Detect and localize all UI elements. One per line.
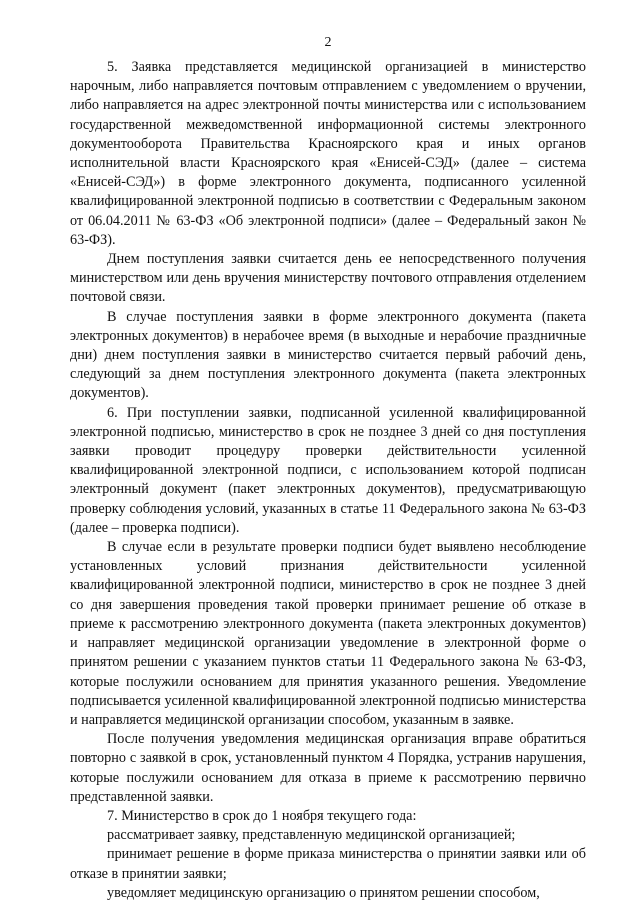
- paragraph-signature-check-failure: В случае если в результате проверки подписи будет выявлено несоблюдение установленных условий признания действительности усиленной квалифицированной электронной подписи, министерство в срок не позднее 3 дней со дня завершения проведения такой проверки принимает решение об отказе в приеме к рассмотрению электронного документа (пакета электронных документов) и направляет медицинской организации уведомление в электронной форме о принятом решении с указанием пунктов статьи 11 Федерального закона № 63-ФЗ, которые послужили основанием для принятия указанного решения. Уведомление подписывается усиленной квалифицированной электронной подписью министерства и направляется медицинской организации способом, указанным в заявке.: [70, 539, 586, 728]
- paragraph-notifies-organization: уведомляет медицинскую организацию о принятом решении способом,: [107, 884, 540, 901]
- document-page: [70, 34, 586, 903]
- page-number: 2: [324, 35, 332, 50]
- paragraph-item-5: 5. Заявка представляется медицинской организацией в министерство нарочным, либо направляется почтовым отправлением с уведомлением о вручении, либо направляется на адрес электронной почты министерства или с использованием государственной межведомственной информационной системы электронного документооборота Правительства Красноярского края и иных органов исполнительной власти Красноярского края «Енисей-СЭД» (далее – система «Енисей-СЭД») в форме электронного документа, подписанного усиленной квалифицированной электронной подписью в соответствии с Федеральным законом от 06.04.2011 № 63-ФЗ «Об электронной подписи» (далее – Федеральный закон № 63-ФЗ).: [70, 59, 586, 248]
- paragraph-makes-decision: принимает решение в форме приказа министерства о принятии заявки или об отказе в принятии заявки;: [70, 846, 586, 882]
- paragraph-electronic-receipt: В случае поступления заявки в форме электронного документа (пакета электронных документов) в нерабочее время (в выходные и нерабочие праздничные дни) днем поступления заявки в министерство считается первый рабочий день, следующий за днем поступления электронного документа (пакета электронных документов).: [70, 308, 586, 402]
- paragraph-receipt-day: Днем поступления заявки считается день ее непосредственного получения министерством или день вручения министерству почтового отправления отделением почтовой связи.: [70, 251, 586, 306]
- paragraph-item-7: 7. Министерство в срок до 1 ноября текущего года:: [107, 807, 417, 824]
- paragraph-reviews-application: рассматривает заявку, представленную медицинской организацией;: [107, 827, 516, 844]
- paragraph-item-6: 6. При поступлении заявки, подписанной усиленной квалифицированной электронной подписью, министерство в срок не позднее 3 дней со дня поступления заявки проводит процедуру проверки действительности усиленной квалифицированной электронной подписи, с использованием которой подписан электронный документ (пакет электронных документов), предусматривающую проверку соблюдения условий, указанных в статье 11 Федерального закона № 63-ФЗ (далее – проверка подписи).: [70, 404, 586, 536]
- paragraph-repeat-application: После получения уведомления медицинская организация вправе обратиться повторно с заявкой в срок, установленный пунктом 4 Порядка, устранив нарушения, которые послужили основанием для отказа в приеме к рассмотрению первично представленной заявки.: [70, 731, 586, 805]
